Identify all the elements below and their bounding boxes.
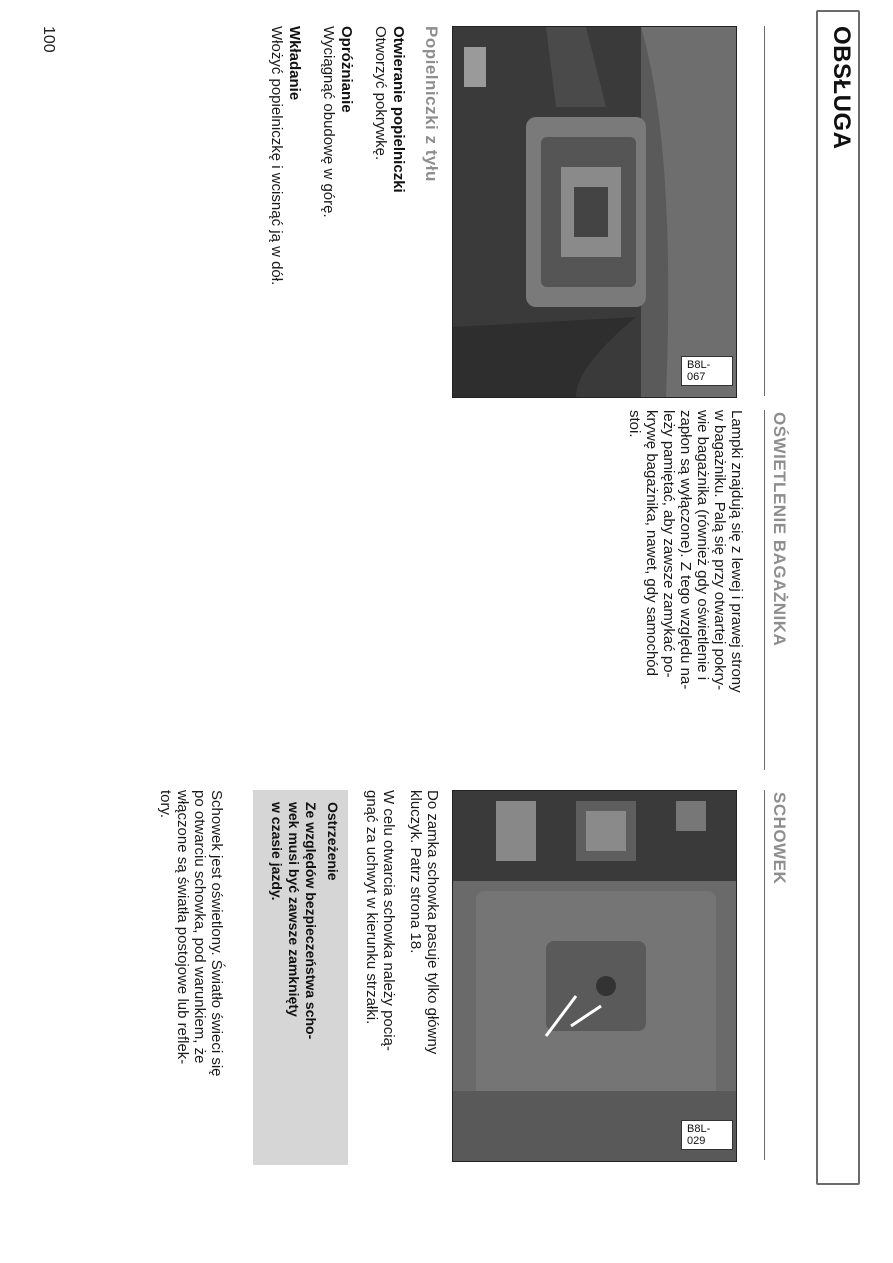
text-line: stoi. <box>626 410 643 438</box>
text-line: kluczyk. Patrz strona 18. <box>407 790 424 954</box>
warning-text <box>268 802 319 1152</box>
ashtray-photo <box>452 26 737 398</box>
trunk-text <box>626 410 745 776</box>
section-rule <box>764 790 765 1160</box>
text-line: włączone są światła postojowe lub reflek- <box>174 790 191 1065</box>
page-number: 100 <box>40 26 57 53</box>
text-line: zapłon są wyłączone). Z tego względu na- <box>677 410 694 690</box>
glovebox-para-3 <box>157 790 225 1165</box>
photo-id-label: B8L-029 <box>681 1120 733 1150</box>
text-line: gnąć za uchwyt w kierunku strzałki. <box>363 790 380 1025</box>
text-line: Schowek jest oświetlony. Światło świeci się <box>208 790 225 1077</box>
glovebox-para-1 <box>407 790 441 1165</box>
section-rule <box>764 26 765 396</box>
text-line: leży pamiętać, aby zawsze zamykać po- <box>660 410 677 678</box>
text-line: w czasie jazdy. <box>269 802 285 901</box>
ashtray-insert-heading: Wkładanie <box>286 26 303 101</box>
ashtray-open-heading: Otwieranie popielniczki <box>390 26 407 193</box>
warning-title: Ostrzeżenie <box>325 802 341 881</box>
text-line: Lampki znajdują się z lewej i prawej strony <box>728 410 745 693</box>
glovebox-photo <box>452 790 737 1162</box>
glovebox-section-title: SCHOWEK <box>770 792 789 885</box>
header-box <box>816 10 860 1185</box>
ashtray-empty-text: Wyciągnąć obudowę w górę. <box>320 26 337 218</box>
text-line: wie bagażnika (również gdy oświetlenie i <box>694 410 711 681</box>
text-line: tory. <box>157 790 174 819</box>
ashtray-empty-heading: Opróżnianie <box>338 26 355 113</box>
glovebox-illustration <box>453 791 736 1161</box>
text-line: W celu otwarcia schowka należy pocią- <box>380 790 397 1051</box>
photo-id-label: B8L-067 <box>681 356 733 386</box>
glovebox-para-2 <box>363 790 397 1165</box>
text-line: Do zamka schowka pasuje tylko główny <box>424 790 441 1055</box>
ashtray-section-title: Popielniczki z tyłu <box>422 26 441 182</box>
ashtray-insert-text: Włożyć popielniczkę i wcisnąć ją w dół. <box>268 26 285 286</box>
text-line: wek musi być zawsze zamknięty <box>286 802 302 1017</box>
text-line: krywę bagażnika, nawet, gdy samochód <box>643 410 660 676</box>
section-rule <box>764 410 765 770</box>
trunk-section-title: OŚWIETLENIE BAGAŻNIKA <box>770 412 789 647</box>
text-line: po otwarciu schowka, pod warunkiem, że <box>191 790 208 1064</box>
ashtray-open-text: Otworzyć pokrywkę. <box>372 26 389 161</box>
text-line: Ze względów bezpieczeństwa scho- <box>303 802 319 1040</box>
text-line: w bagażniku. Palą się przy otwartej pokry- <box>711 410 728 691</box>
ashtray-illustration <box>453 27 736 397</box>
page-header-title: OBSŁUGA <box>828 26 855 150</box>
